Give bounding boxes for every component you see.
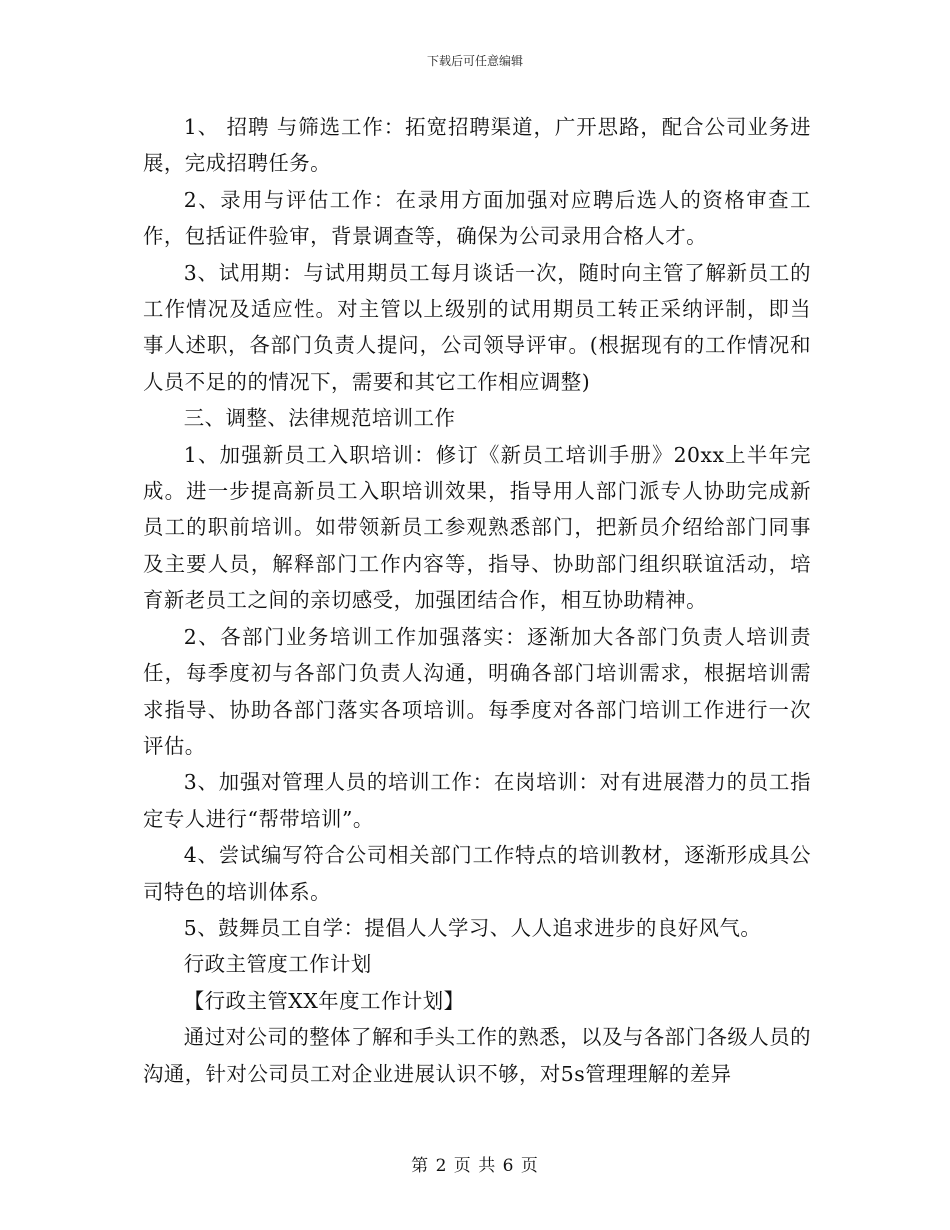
- page-header: 下载后可任意编辑: [426, 54, 523, 68]
- paragraph-training-materials: 4、尝试编写符合公司相关部门工作特点的培训教材，逐渐形成具公司特色的培训体系。: [143, 843, 811, 904]
- page-number-footer: 第 2 页 共 6 页: [411, 1156, 539, 1176]
- paragraph-plan-intro: 通过对公司的整体了解和手头工作的熟悉，以及与各部门各级人员的沟通，针对公司员工对企业进展认识不够，对5s管理理解的差异: [143, 1025, 811, 1086]
- paragraph-plan-bracket-title: 【行政主管XX年度工作计划】: [183, 988, 465, 1013]
- paragraph-self-study: 5、鼓舞员工自学：提倡人人学习、人人追求进步的良好风气。: [183, 915, 762, 940]
- section-heading-training: 三、调整、法律规范培训工作: [183, 406, 456, 431]
- paragraph-department-training: 2、各部门业务培训工作加强落实：逐渐加大各部门负责人培训责任，每季度初与各部门负责人沟通，明确各部门培训需求，根据培训需求指导、协助各部门落实各项培训。每季度对各部门培训工作进行一次评估。: [143, 624, 811, 758]
- paragraph-manager-training: 3、加强对管理人员的培训工作：在岗培训：对有进展潜力的员工指定专人进行“帮带培训”。: [143, 770, 811, 831]
- paragraph-recruitment: 1、 招聘 与筛选工作：拓宽招聘渠道，广开思路，配合公司业务进展，完成招聘任务。: [143, 115, 811, 176]
- document-body: [143, 109, 811, 1092]
- paragraph-new-employee-training: 1、加强新员工入职培训：修订《新员工培训手册》20xx上半年完成。进一步提高新员工入职培训效果，指导用人部门派专人协助完成新员工的职前培训。如带领新员工参观熟悉部门，把新员介绍给部门同事及主要人员，解释部门工作内容等，指导、协助部门组织联谊活动，培育新老员工之间的亲切感受，加强团结合作，相互协助精神。: [143, 442, 811, 613]
- paragraph-probation: 3、试用期：与试用期员工每月谈话一次，随时向主管了解新员工的工作情况及适应性。对主管以上级别的试用期员工转正采纳评制，即当事人述职，各部门负责人提问，公司领导评审。(根据现有的工作情况和人员不足的的情况下，需要和其它工作相应调整): [143, 260, 811, 394]
- paragraph-hiring-evaluation: 2、录用与评估工作：在录用方面加强对应聘后选人的资格审查工作，包括证件验审，背景调查等，确保为公司录用合格人才。: [143, 187, 811, 249]
- paragraph-plan-title: 行政主管度工作计划: [183, 952, 372, 977]
